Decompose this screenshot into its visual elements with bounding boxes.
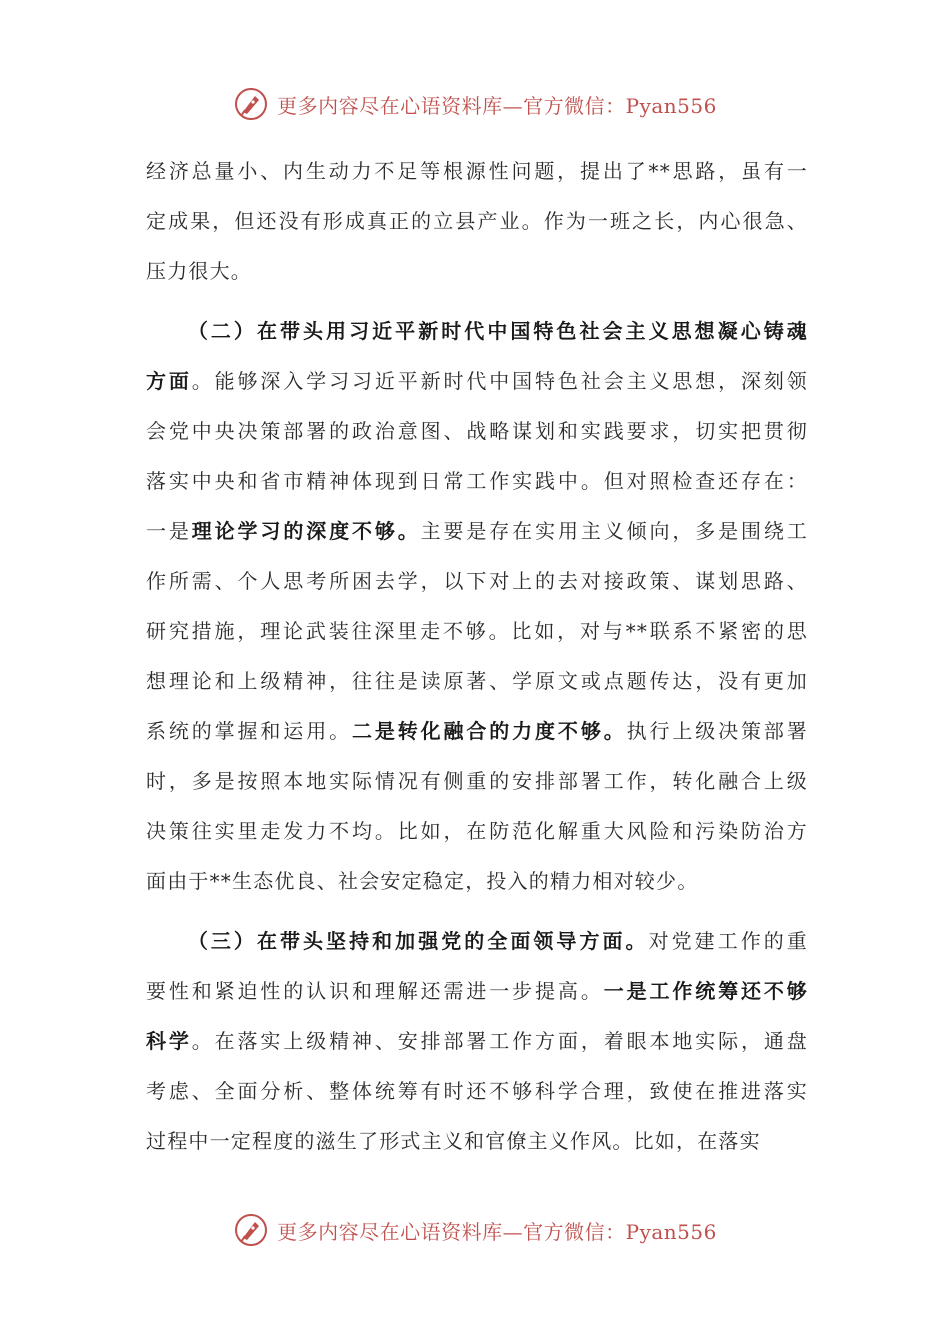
paragraph-gap xyxy=(146,296,808,306)
text-line xyxy=(146,756,808,806)
text-run: 一是 xyxy=(146,519,192,543)
text-run: 经济总量小、内生动力不足等根源性问题，提出了**思路，虽有一 xyxy=(146,159,808,183)
text-line xyxy=(146,856,808,906)
pen-nib-icon xyxy=(233,1212,269,1248)
text-line xyxy=(146,306,808,356)
text-line xyxy=(146,606,808,656)
text-run: 要性和紧迫性的认识和理解还需进一步提高。 xyxy=(146,979,604,1003)
text-run: 面由于**生态优良、社会安定稳定，投入的精力相对较少。 xyxy=(146,869,699,893)
bold-text-run: （二）在带头用习近平新时代中国特色社会主义思想凝心铸魂 xyxy=(186,319,808,343)
text-line xyxy=(146,656,808,706)
text-line xyxy=(146,706,808,756)
text-run: 。在落实上级精神、安排部署工作方面，着眼本地实际，通盘 xyxy=(191,1029,808,1053)
bold-text-run: （三）在带头坚持和加强党的全面领导方面。 xyxy=(186,929,649,953)
paragraph xyxy=(146,916,808,1166)
text-run: 主要是存在实用主义倾向，多是围绕工 xyxy=(420,519,809,543)
text-run: 研究措施，理论武装往深里走不够。比如，对与**联系不紧密的思 xyxy=(146,619,808,643)
text-run: 作所需、个人思考所困去学，以下对上的去对接政策、谋划思路、 xyxy=(146,569,808,593)
paragraph-gap xyxy=(146,906,808,916)
header-watermark xyxy=(0,82,950,126)
bold-text-run: 理论学习的深度不够。 xyxy=(191,519,421,543)
document-body xyxy=(146,146,808,1166)
text-run: 系统的掌握和运用。 xyxy=(146,719,352,743)
text-run: 落实中央和省市精神体现到日常工作实践中。但对照检查还存在： xyxy=(146,469,808,493)
text-line xyxy=(146,556,808,606)
text-run: 会党中央决策部署的政治意图、战略谋划和实践要求，切实把贯彻 xyxy=(146,419,808,443)
text-run: 压力很大。 xyxy=(146,259,252,283)
bold-text-run: 一是工作统筹还不够 xyxy=(603,979,809,1003)
bold-text-run: 方面 xyxy=(146,369,192,393)
text-run: 。能够深入学习习近平新时代中国特色社会主义思想，深刻领 xyxy=(191,369,808,393)
text-run: 定成果，但还没有形成真正的立县产业。作为一班之长，内心很急、 xyxy=(146,209,808,233)
text-line xyxy=(146,146,808,196)
text-run: 决策往实里走发力不均。比如，在防范化解重大风险和污染防治方 xyxy=(146,819,808,843)
text-run: 对党建工作的重 xyxy=(648,929,808,953)
text-run: 过程中一定程度的滋生了形式主义和官僚主义作风。比如，在落实 xyxy=(146,1129,761,1153)
bold-text-run: 二是转化融合的力度不够。 xyxy=(351,719,627,743)
watermark-text: 更多内容尽在心语资料库—官方微信：Pyan556 xyxy=(277,1219,717,1244)
text-run: 时，多是按照本地实际情况有侧重的安排部署工作，转化融合上级 xyxy=(146,769,808,793)
pen-nib-icon xyxy=(233,86,269,122)
paragraph xyxy=(146,146,808,296)
text-line xyxy=(146,1016,808,1066)
text-line xyxy=(146,196,808,246)
bold-text-run: 科学 xyxy=(146,1029,192,1053)
text-line xyxy=(146,916,808,966)
text-line xyxy=(146,406,808,456)
text-line xyxy=(146,506,808,556)
paragraph xyxy=(146,306,808,906)
text-line xyxy=(146,246,808,296)
text-line xyxy=(146,806,808,856)
footer-watermark xyxy=(0,1208,950,1252)
text-run: 执行上级决策部署 xyxy=(626,719,808,743)
text-line xyxy=(146,1066,808,1116)
text-line xyxy=(146,356,808,406)
text-run: 想理论和上级精神，往往是读原著、学原文或点题传达，没有更加 xyxy=(146,669,808,693)
watermark-text: 更多内容尽在心语资料库—官方微信：Pyan556 xyxy=(277,93,717,118)
text-line xyxy=(146,966,808,1016)
text-line xyxy=(146,456,808,506)
text-line xyxy=(146,1116,808,1166)
text-run: 考虑、全面分析、整体统筹有时还不够科学合理，致使在推进落实 xyxy=(146,1079,808,1103)
